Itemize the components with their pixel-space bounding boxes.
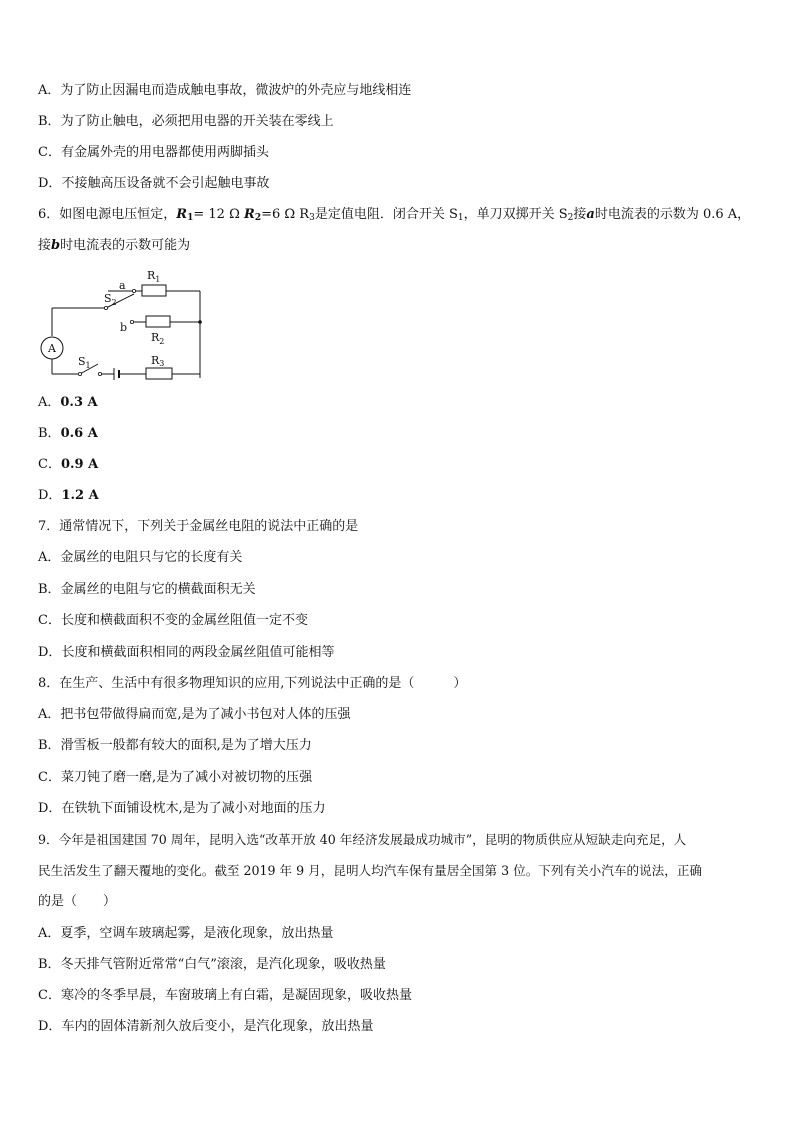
terminal-a: a bbox=[586, 207, 595, 222]
option-letter: B． bbox=[38, 114, 61, 129]
s1-label: $S_1$ bbox=[78, 355, 91, 370]
r2-label: $R_2$ bbox=[151, 331, 165, 346]
q7-stem: 7．通常情况下，下列关于金属丝电阻的说法中正确的是 bbox=[38, 519, 359, 534]
q5-option-a bbox=[38, 83, 411, 99]
q8-option-d bbox=[38, 801, 326, 817]
r3-label: R3 bbox=[151, 354, 165, 368]
option-letter: A． bbox=[38, 395, 61, 410]
q8-stem: 8．在生产、生活中有很多物理知识的应用,下列说法中正确的是（ ） bbox=[38, 676, 467, 691]
option-text: 0.9 A bbox=[60, 457, 99, 472]
q9-stem-line3: 的是（ ） bbox=[38, 894, 117, 909]
q8-option-b bbox=[38, 738, 312, 754]
option-text: 车内的固体清新剂久放后变小，是汽化现象，放出热量 bbox=[61, 1019, 374, 1034]
stem-text: 接 bbox=[38, 238, 52, 253]
option-text: 0.6 A bbox=[60, 426, 98, 441]
option-letter: C． bbox=[38, 457, 61, 472]
option-text: 菜刀钝了磨一磨,是为了减小对被切物的压强 bbox=[60, 770, 313, 785]
option-letter: D． bbox=[38, 645, 62, 660]
option-text: 1.2 A bbox=[61, 488, 99, 503]
option-text: 有金属外壳的用电器都使用两脚插头 bbox=[60, 145, 269, 160]
q7-option-c bbox=[38, 613, 308, 629]
switch-s1-contact bbox=[98, 372, 101, 375]
option-letter: B． bbox=[38, 738, 61, 753]
r2-subscript: 2 bbox=[254, 213, 262, 223]
switch-s2-pivot bbox=[104, 306, 107, 309]
option-text: 为了防止触电，必须把用电器的开关装在零线上 bbox=[60, 114, 334, 129]
option-text: 寒冷的冬季早晨，车窗玻璃上有白霜，是凝固现象，吸收热量 bbox=[60, 988, 412, 1003]
q7-option-d bbox=[38, 645, 334, 661]
r2-value: =6 Ω R bbox=[261, 207, 310, 222]
option-text: 长度和横截面积相同的两段金属丝阻值可能相等 bbox=[61, 645, 335, 660]
q9-stem-line2: 民生活发生了翻天覆地的变化。截至 2019 年 9 月，昆明人均汽车保有量居全国第 3 位。下列有关小汽车的说法，正确 bbox=[38, 863, 703, 878]
resistor-r3 bbox=[146, 368, 172, 379]
option-letter: A． bbox=[38, 707, 61, 722]
q5-option-d bbox=[38, 176, 269, 192]
terminal-a-dot bbox=[132, 289, 135, 292]
q6-stem-line1 bbox=[38, 207, 750, 226]
stem-text: 接 bbox=[573, 207, 587, 222]
option-letter: A． bbox=[38, 926, 61, 941]
junction-dot bbox=[198, 320, 202, 324]
stem-text: 时电流表的示数可能为 bbox=[60, 238, 191, 253]
option-letter: B． bbox=[38, 957, 61, 972]
option-letter: A． bbox=[38, 83, 61, 98]
q9-stem-line1: 9．今年是祖国建国 70 周年，昆明入选“改革开放 40 年经济发展最成功城市”，昆明的物质供应从短缺走向充足，人 bbox=[38, 832, 687, 847]
option-letter: C． bbox=[38, 613, 61, 628]
option-letter: B． bbox=[38, 426, 61, 441]
stem-text: 如图电源电压恒定， bbox=[59, 207, 177, 222]
option-letter: C． bbox=[38, 988, 61, 1003]
q7-option-a bbox=[38, 550, 242, 566]
a-label: a bbox=[119, 279, 126, 292]
option-text: 为了防止因漏电而造成触电事故，微波炉的外壳应与地线相连 bbox=[60, 83, 412, 98]
option-text: 把书包带做得扁而宽,是为了减小书包对人体的压强 bbox=[60, 707, 351, 722]
s1-subscript: 1 bbox=[457, 213, 464, 223]
option-text: 夏季，空调车玻璃起雾，是液化现象，放出热量 bbox=[60, 926, 334, 941]
option-text: 不接触高压设备就不会引起触电事故 bbox=[61, 176, 270, 191]
s2-label: $S_2$ bbox=[104, 292, 117, 307]
q6-option-c bbox=[38, 457, 98, 473]
r1-label: $R_1$ bbox=[147, 269, 161, 284]
stem-text: 是定值电阻．闭合开关 S bbox=[314, 207, 458, 222]
r3-subscript: 3 bbox=[309, 213, 315, 223]
circuit-diagram bbox=[38, 264, 218, 386]
q9-option-b bbox=[38, 957, 386, 973]
option-letter: D． bbox=[38, 801, 62, 816]
terminal-b-dot bbox=[130, 320, 133, 323]
r1-symbol: R bbox=[176, 207, 188, 222]
option-text: 冬天排气管附近常常“白气”滚滚，是汽化现象，吸收热量 bbox=[60, 957, 386, 972]
q8-option-a bbox=[38, 707, 351, 723]
option-text: 在铁轨下面铺设枕木,是为了减小对地面的压力 bbox=[61, 801, 326, 816]
q5-option-c bbox=[38, 145, 269, 161]
q8-option-c bbox=[38, 770, 312, 786]
q9-option-d bbox=[38, 1019, 373, 1035]
s2-subscript: 2 bbox=[567, 213, 574, 223]
q7-option-b bbox=[38, 582, 256, 598]
b-label: b bbox=[120, 321, 128, 334]
ammeter-label: A bbox=[48, 342, 56, 355]
option-letter: C． bbox=[38, 145, 61, 160]
option-letter: C． bbox=[38, 770, 61, 785]
option-text: 滑雪板一般都有较大的面积,是为了增大压力 bbox=[60, 738, 312, 753]
question-number: 6． bbox=[38, 207, 60, 222]
option-letter: D． bbox=[38, 488, 62, 503]
r1-subscript: 1 bbox=[187, 213, 194, 223]
terminal-b: b bbox=[51, 238, 61, 253]
q6-option-d bbox=[38, 488, 99, 504]
resistor-r2 bbox=[146, 316, 170, 327]
option-text: 金属丝的电阻只与它的长度有关 bbox=[60, 550, 243, 565]
r1-value: = 12 Ω bbox=[193, 207, 244, 222]
option-letter: D． bbox=[38, 176, 62, 191]
q6-option-b bbox=[38, 426, 98, 442]
switch-s1-pivot bbox=[78, 372, 81, 375]
resistor-r1 bbox=[142, 285, 166, 296]
r2-symbol: R bbox=[244, 207, 255, 222]
q6-option-a bbox=[38, 395, 98, 411]
option-text: 长度和横截面积不变的金属丝阻值一定不变 bbox=[60, 613, 308, 628]
stem-text: 时电流表的示数为 0.6 A， bbox=[594, 207, 751, 222]
q6-stem-line2 bbox=[38, 238, 190, 254]
option-letter: B． bbox=[38, 582, 61, 597]
stem-text: ，单刀双掷开关 S bbox=[463, 207, 568, 222]
q9-option-c bbox=[38, 988, 412, 1004]
option-letter: D． bbox=[38, 1019, 62, 1034]
q5-option-b bbox=[38, 114, 334, 130]
q9-option-a bbox=[38, 926, 333, 942]
option-text: 金属丝的电阻与它的横截面积无关 bbox=[60, 582, 256, 597]
option-letter: A． bbox=[38, 550, 61, 565]
option-text: 0.3 A bbox=[60, 395, 98, 410]
